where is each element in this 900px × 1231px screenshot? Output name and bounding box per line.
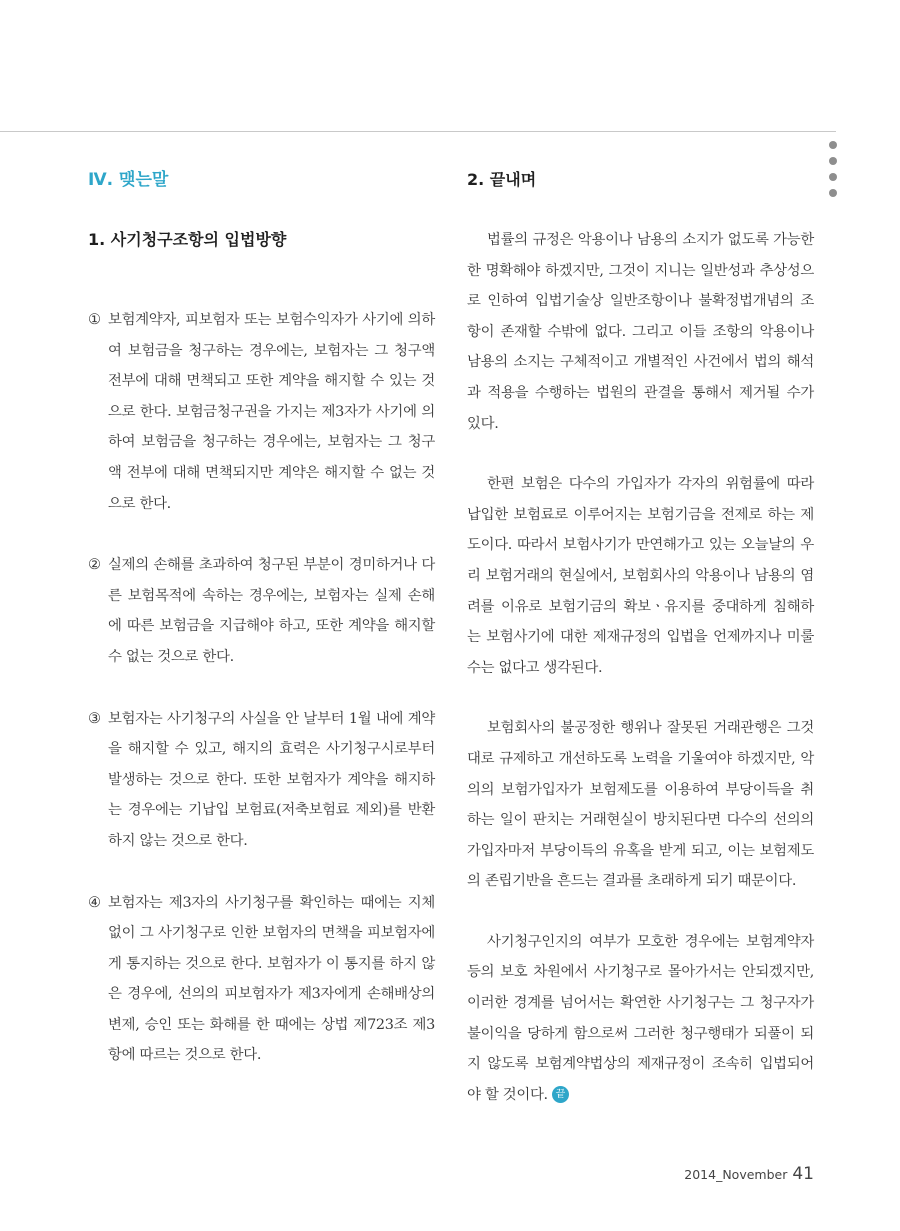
paragraph-last (467, 927, 814, 1111)
header-divider (0, 131, 836, 132)
paragraph: 법률의 규정은 악용이나 남용의 소지가 없도록 가능한 한 명확해야 하겠지만, 그것이 지니는 일반성과 추상성으로 인하여 입법기술상 일반조항이나 불확정법개념의 조항이 존재할 수밖에 없다. 그리고 이들 조항의 악용이나 남용의 소지는 구체적이고 개별적인 사건에서 법의 해석과 적용을 수행하는 법원의 관결을 통해서 제거될 수가 있다. (467, 232, 814, 432)
paragraph-text: 사기청구인지의 여부가 모호한 경우에는 보험계약자 등의 보호 차원에서 사기청구로 몰아가서는 안되겠지만, 이러한 경계를 넘어서는 확연한 사기청구는 그 청구자가 불이익을 당하게 함으로써 그러한 청구행태가 되풀이 되지 않도록 보험계약법상의 제재규정이 조속히 입법되어야 할 것이다. (467, 933, 814, 1103)
list-item (88, 704, 435, 857)
page-number: 41 (792, 1164, 814, 1184)
left-column (88, 165, 435, 1071)
issue-label: 2014_November (684, 1167, 788, 1182)
item-number: ④ (88, 894, 101, 911)
section-dots-decoration (829, 141, 839, 205)
left-heading: 1. 사기청구조항의 입법방향 (88, 230, 287, 249)
right-column (467, 165, 814, 1110)
item-number: ② (88, 557, 101, 574)
right-heading: 2. 끝내며 (467, 170, 537, 189)
item-text: 보험자는 제3자의 사기청구를 확인하는 때에는 지체 없이 그 사기청구로 인한 보험자의 면책을 피보험자에게 통지하는 것으로 한다. 보험자가 이 통지를 하지 않은 경우에, 선의의 피보험자가 제3자에게 손해배상의 변제, 승인 또는 화해를 한 때에는 상법 제723조 제3항에 따르는 것으로 한다. (108, 894, 435, 1064)
dot-icon (829, 157, 837, 165)
list-item (88, 305, 435, 519)
paragraph: 보험회사의 불공정한 행위나 잘못된 거래관행은 그것대로 규제하고 개선하도록 노력을 기울여야 하겠지만, 악의의 보험가입자가 보험제도를 이용하여 부당이득을 취하는 일이 판치는 거래현실이 방치된다면 다수의 선의의 가입자마저 부당이득의 유혹을 받게 되고, 이는 보험제도의 존립기반을 흔드는 결과를 초래하게 되기 때문이다. (467, 720, 814, 890)
section-title: Ⅳ. 맺는말 (88, 170, 169, 190)
item-text: 보험자는 사기청구의 사실을 안 날부터 1월 내에 계약을 해지할 수 있고, 해지의 효력은 사기청구시로부터 발생하는 것으로 한다. 또한 보험자가 계약을 해지하는 경우에는 기납입 보험료(저축보험료 제외)를 반환하지 않는 것으로 한다. (108, 710, 435, 849)
page-footer (684, 1164, 814, 1184)
item-number: ① (88, 312, 101, 328)
paragraph: 한편 보험은 다수의 가입자가 각자의 위험률에 따라 납입한 보험료로 이루어지는 보험기금을 전제로 하는 제도이다. 따라서 보험사기가 만연해가고 있는 오늘날의 우리 보험거래의 현실에서, 보험회사의 악용이나 남용의 염려를 이유로 보험기금의 확보ㆍ유지를 중대하게 침해하는 보험사기에 대한 제재규정의 입법을 언제까지나 미룰 수는 없다고 생각된다. (467, 476, 814, 676)
item-text: 실제의 손해를 초과하여 청구된 부분이 경미하거나 다른 보험목적에 속하는 경우에는, 보험자는 실제 손해에 따른 보험금을 지급해야 하고, 또한 계약을 해지할 수 없는 것으로 한다. (108, 557, 435, 665)
list-item (88, 888, 435, 1072)
end-mark-icon: 끝 (552, 1086, 569, 1103)
dot-icon (829, 173, 837, 181)
list-item (88, 550, 435, 672)
item-text: 보험계약자, 피보험자 또는 보험수익자가 사기에 의하여 보험금을 청구하는 경우에는, 보험자는 그 청구액 전부에 대해 면책되고 또한 계약을 해지할 수 있는 것으로 한다. 보험금청구권을 가지는 제3자가 사기에 의하여 보험금을 청구하는 경우에는, 보험자는 그 청구액 전부에 대해 면책되지만 계약은 해지할 수 없는 것으로 한다. (108, 312, 435, 512)
dot-icon (829, 141, 837, 149)
dot-icon (829, 189, 837, 197)
item-number: ③ (88, 710, 101, 727)
